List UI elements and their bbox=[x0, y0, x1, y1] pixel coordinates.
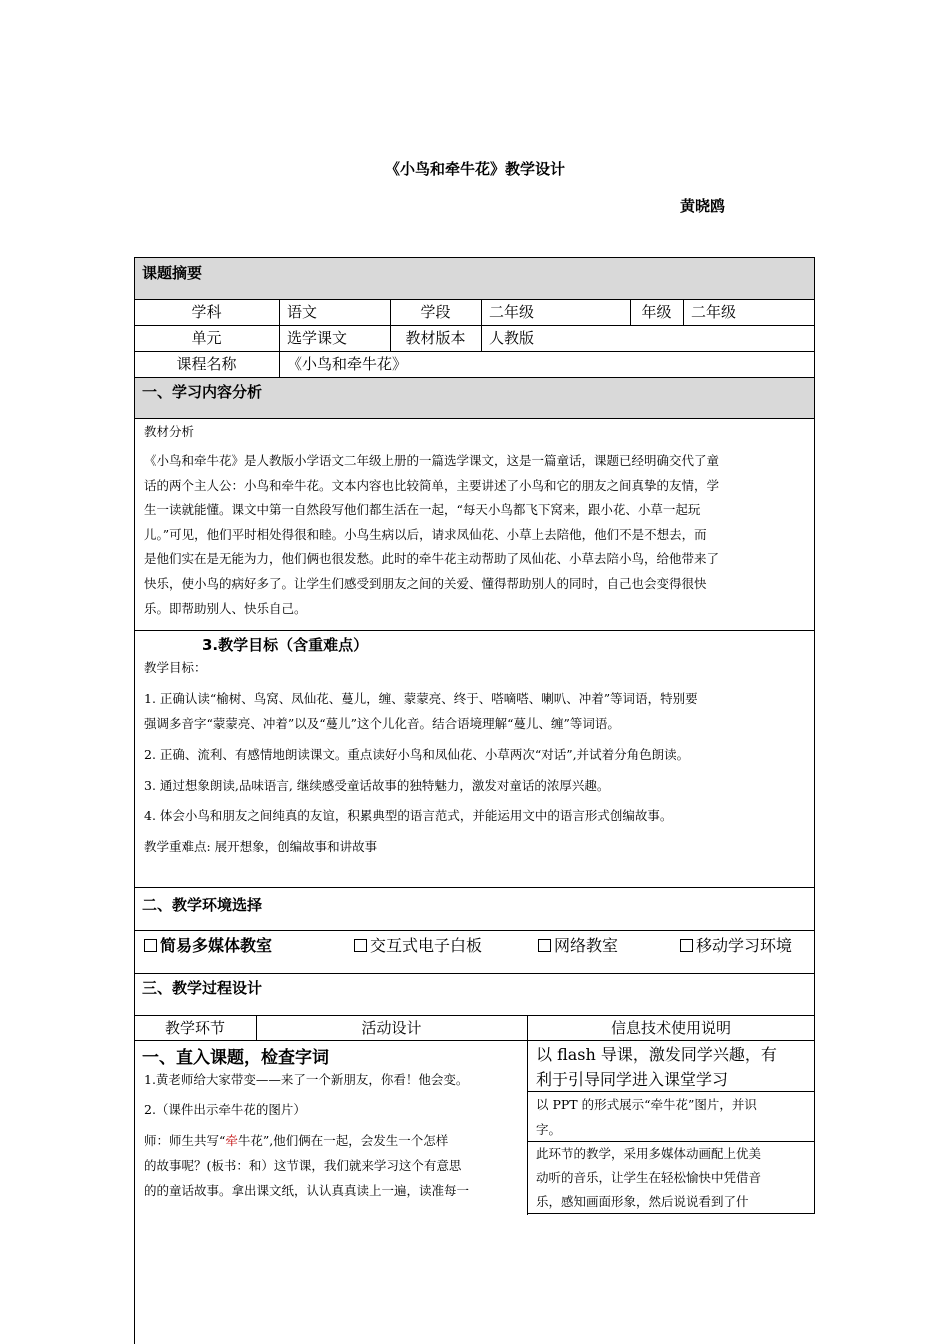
material-analysis-label: 教材分析 bbox=[144, 424, 195, 439]
document-title: 《小鸟和牵牛花》教学设计 bbox=[384, 160, 565, 178]
goals-label: 教学目标： bbox=[144, 660, 207, 675]
highlight-char: 牵 bbox=[225, 1133, 238, 1148]
subject-value: 语文 bbox=[287, 303, 318, 321]
env-option-network-classroom[interactable]: 网络教室 bbox=[538, 935, 618, 957]
lesson-plan-table bbox=[134, 257, 815, 1344]
unit-label: 单元 bbox=[191, 329, 222, 347]
activity-line: 1.黄老师给大家带变——来了一个新朋友，你看！他会变。 bbox=[144, 1072, 469, 1087]
tech-note-animation: 此环节的教学，采用多媒体动画配上优美 动听的音乐，让学生在轻松愉快中凭借音 乐，感知画面形象，然后说说看到了什 bbox=[536, 1146, 762, 1209]
analysis-line: 乐。即帮助别人、快乐自己。 bbox=[144, 600, 307, 616]
goal-item: 2. 正确、流利、有感情地朗读课文。重点读好小鸟和凤仙花、小草两次“对话”,并试着分角色朗读。 bbox=[144, 747, 690, 762]
summary-heading: 课题摘要 bbox=[142, 264, 203, 282]
activity-line: 师：师生共写“牵牛花”,他们俩在一起，会发生一个怎样 bbox=[144, 1133, 449, 1148]
env-option-simple-multimedia[interactable]: 简易多媒体教室 bbox=[144, 935, 272, 957]
step1-title: 一、直入课题，检查字词 bbox=[142, 1048, 329, 1068]
section3-heading: 三、教学过程设计 bbox=[142, 979, 263, 997]
analysis-line: 快乐，使小鸟的病好多了。让学生们感受到朋友之间的关爱、懂得帮助别人的同时，自己也会变得很快 bbox=[144, 575, 707, 591]
analysis-line: 生一读就能懂。课文中第一自然段写他们都生活在一起，“每天小鸟都飞下窝来，跟小花、小草一起玩 bbox=[144, 502, 701, 518]
goal-item: 3. 通过想象朗读,品味语言, 继续感受童话故事的独特魅力，激发对童话的浓厚兴趣。 bbox=[144, 778, 610, 793]
author-name: 黄晓鸥 bbox=[680, 197, 726, 215]
material-analysis-text bbox=[144, 449, 809, 621]
goal-item: 强调多音字“蒙蒙亮、冲着”以及“蔓儿”这个儿化音。结合语境理解“蔓儿、缠”等词语。 bbox=[144, 716, 620, 731]
col-activity-design: 活动设计 bbox=[361, 1019, 422, 1037]
analysis-line: 《小鸟和牵牛花》是人教版小学语文二年级上册的一篇选学课文，这是一篇童话，课题已经明确交代了童 bbox=[144, 453, 720, 468]
goal-item: 1. 正确认读“榆树、鸟窝、凤仙花、蔓儿，缠、蒙蒙亮、终于、嗒嘀嗒、喇叭、冲着”等词语，特别要 bbox=[144, 691, 698, 706]
stage-value: 二年级 bbox=[489, 303, 535, 321]
section1-heading: 一、学习内容分析 bbox=[142, 383, 263, 401]
course-name-value: 《小鸟和牵牛花》 bbox=[287, 355, 408, 373]
activity-line: 的故事呢？(板书：和）这节课，我们就来学习这个有意思 bbox=[144, 1158, 462, 1173]
analysis-line: 儿。”可见，他们平时相处得很和睦。小鸟生病以后，请求凤仙花、小草上去陪他，他们不是不想去，而 bbox=[144, 526, 707, 542]
grade-label: 年级 bbox=[641, 303, 672, 321]
activity-line: 的的童话故事。拿出课文纸，认认真真读上一遍，读准每一 bbox=[144, 1183, 470, 1198]
goal-item: 4. 体会小鸟和朋友之间纯真的友谊，积累典型的语言范式，并能运用文中的语言形式创编故事。 bbox=[144, 808, 673, 823]
analysis-line: 是他们实在是无能为力，他们俩也很发愁。此时的牵牛花主动帮助了凤仙花、小草去陪小鸟，给他带来了 bbox=[144, 551, 720, 567]
subject-label: 学科 bbox=[191, 303, 222, 321]
course-name-label: 课程名称 bbox=[176, 355, 237, 373]
section2-heading: 二、教学环境选择 bbox=[142, 896, 263, 914]
key-points: 教学重难点: 展开想象，创编故事和讲故事 bbox=[144, 839, 378, 854]
summary-heading-band bbox=[134, 257, 815, 299]
textbook-version-label: 教材版本 bbox=[405, 329, 466, 347]
goals-heading: 3.教学目标（含重难点） bbox=[202, 636, 369, 654]
tech-note-ppt: 以 PPT 的形式展示“牵牛花”图片，并识 字。 bbox=[536, 1097, 757, 1137]
grade-value: 二年级 bbox=[691, 303, 737, 321]
checkbox-icon bbox=[354, 939, 367, 952]
unit-value: 选学课文 bbox=[287, 329, 348, 347]
checkbox-icon bbox=[680, 939, 693, 952]
env-option-whiteboard[interactable]: 交互式电子白板 bbox=[354, 935, 482, 957]
checkbox-icon bbox=[144, 939, 157, 952]
col-tech-notes: 信息技术使用说明 bbox=[610, 1019, 731, 1037]
analysis-line: 话的两个主人公：小鸟和牵牛花。文本内容也比较简单，主要讲述了小鸟和它的朋友之间真挚的友情，学 bbox=[144, 477, 720, 493]
stage-label: 学段 bbox=[420, 303, 451, 321]
checkbox-icon bbox=[538, 939, 551, 952]
textbook-version-value: 人教版 bbox=[489, 329, 535, 347]
tech-note-flash: 以 flash 导课，激发同学兴趣，有 利于引导同学进入课堂学习 bbox=[536, 1045, 777, 1089]
env-option-mobile-learning[interactable]: 移动学习环境 bbox=[680, 935, 792, 957]
col-teaching-step: 教学环节 bbox=[164, 1019, 225, 1037]
activity-line: 2.（课件出示牵牛花的图片） bbox=[144, 1102, 306, 1117]
